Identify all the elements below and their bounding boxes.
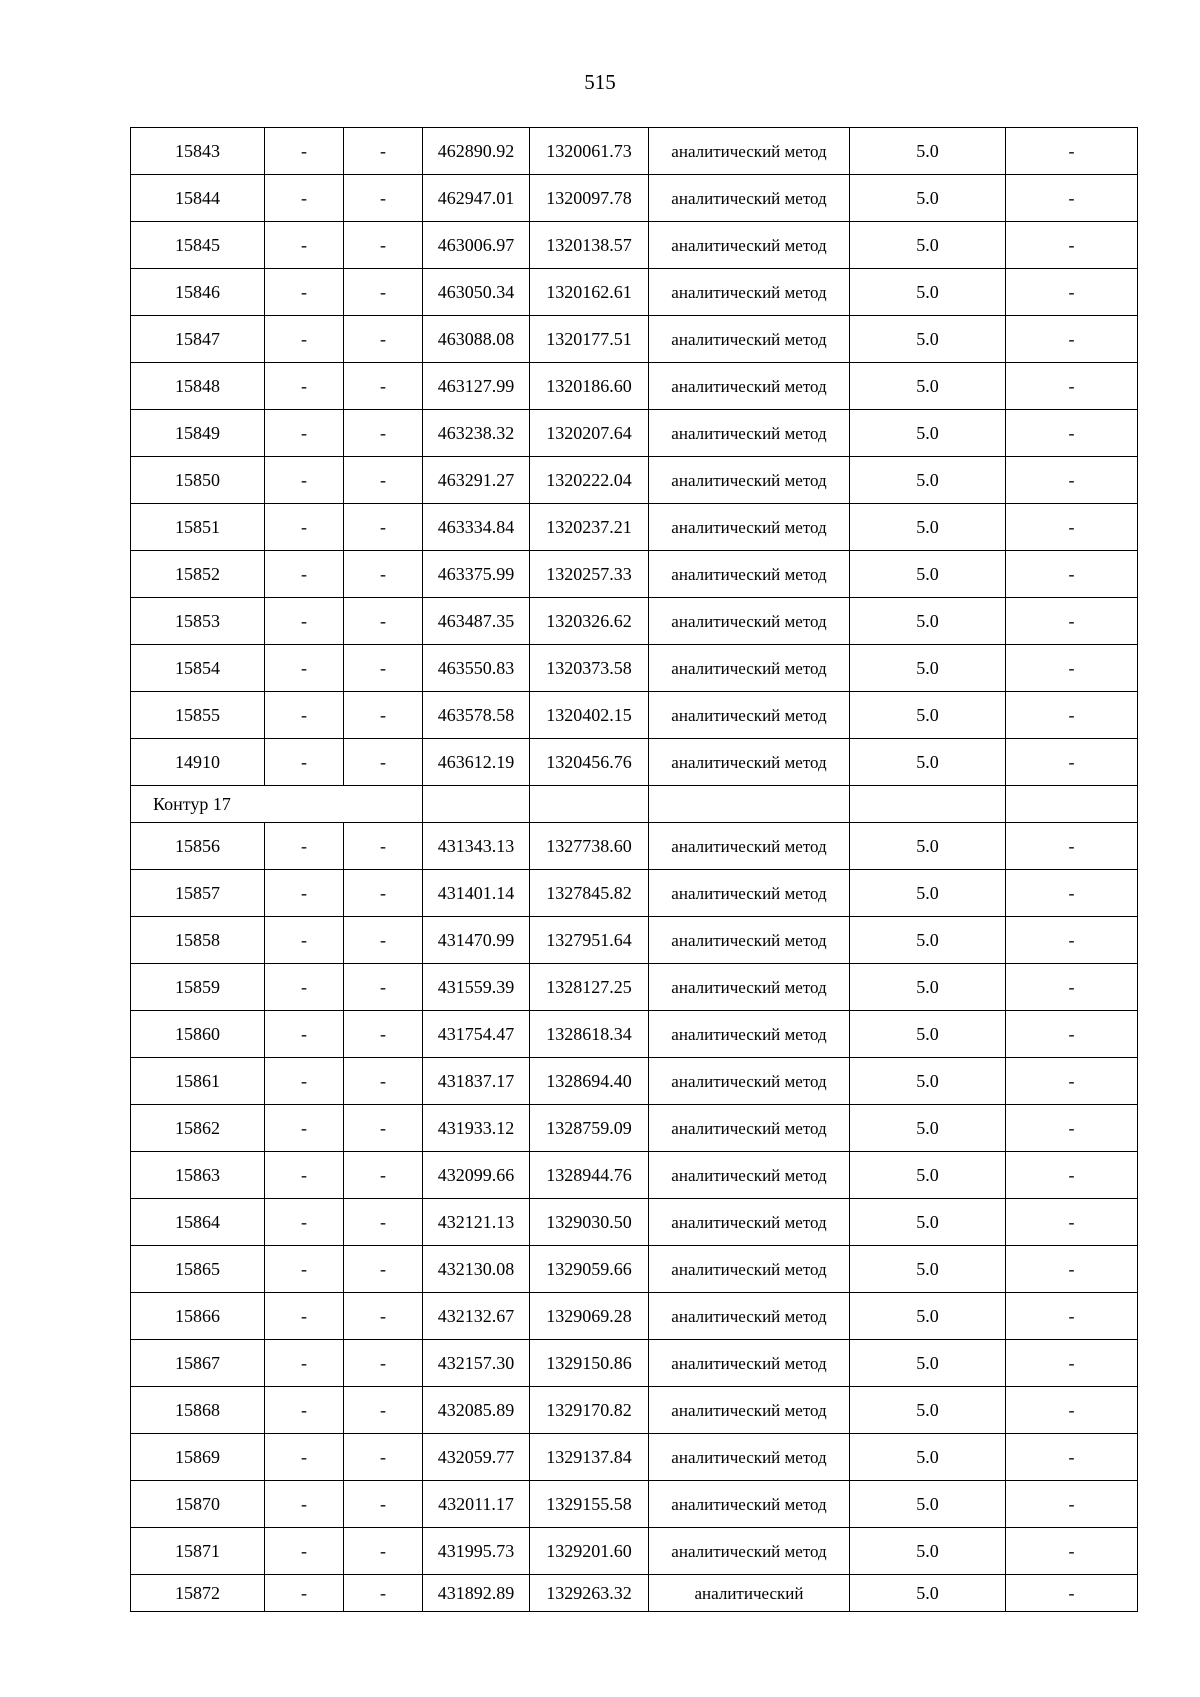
table-row — [131, 598, 1138, 645]
page-number: 515 — [584, 70, 616, 94]
table-row — [131, 551, 1138, 598]
x-coordinate-cell: 431470.99 — [423, 917, 530, 964]
accuracy-cell: 5.0 — [850, 1387, 1006, 1434]
table-row — [131, 1246, 1138, 1293]
method-cell: аналитический метод — [649, 1011, 850, 1058]
accuracy-cell: 5.0 — [850, 410, 1006, 457]
note-cell: - — [1006, 1340, 1138, 1387]
method-cell: аналитический метод — [649, 504, 850, 551]
method-cell: аналитический метод — [649, 598, 850, 645]
note-cell: - — [1006, 1199, 1138, 1246]
note-cell: - — [1006, 739, 1138, 786]
table-row — [131, 964, 1138, 1011]
point-number-cell: 15859 — [131, 964, 265, 1011]
empty-value-cell: - — [265, 504, 344, 551]
y-coordinate-cell: 1328127.25 — [530, 964, 649, 1011]
x-coordinate-cell: 431892.89 — [423, 1575, 530, 1612]
coordinates-table — [130, 127, 1138, 1612]
empty-value-cell: - — [344, 692, 423, 739]
y-coordinate-cell: 1327738.60 — [530, 823, 649, 870]
method-cell: аналитический метод — [649, 1152, 850, 1199]
method-cell: аналитический метод — [649, 1246, 850, 1293]
x-coordinate-cell: 432099.66 — [423, 1152, 530, 1199]
point-number-cell: 15862 — [131, 1105, 265, 1152]
empty-value-cell: - — [265, 222, 344, 269]
x-coordinate-cell: 431933.12 — [423, 1105, 530, 1152]
point-number-cell: 15851 — [131, 504, 265, 551]
x-coordinate-cell: 431754.47 — [423, 1011, 530, 1058]
method-cell: аналитический метод — [649, 222, 850, 269]
empty-value-cell: - — [265, 1058, 344, 1105]
accuracy-cell: 5.0 — [850, 1011, 1006, 1058]
table-row — [131, 1481, 1138, 1528]
y-coordinate-cell: 1329263.32 — [530, 1575, 649, 1612]
note-cell: - — [1006, 1293, 1138, 1340]
table-row — [131, 1340, 1138, 1387]
note-cell: - — [1006, 128, 1138, 175]
blank-cell — [850, 786, 1006, 823]
x-coordinate-cell: 432085.89 — [423, 1387, 530, 1434]
table-row — [131, 410, 1138, 457]
x-coordinate-cell: 463550.83 — [423, 645, 530, 692]
empty-value-cell: - — [344, 1058, 423, 1105]
y-coordinate-cell: 1320061.73 — [530, 128, 649, 175]
x-coordinate-cell: 431559.39 — [423, 964, 530, 1011]
blank-cell — [649, 786, 850, 823]
note-cell: - — [1006, 598, 1138, 645]
empty-value-cell: - — [265, 457, 344, 504]
note-cell: - — [1006, 1058, 1138, 1105]
empty-value-cell: - — [344, 363, 423, 410]
point-number-cell: 15844 — [131, 175, 265, 222]
point-number-cell: 15870 — [131, 1481, 265, 1528]
note-cell: - — [1006, 645, 1138, 692]
y-coordinate-cell: 1329170.82 — [530, 1387, 649, 1434]
table-row — [131, 1293, 1138, 1340]
accuracy-cell: 5.0 — [850, 457, 1006, 504]
table-row — [131, 1011, 1138, 1058]
accuracy-cell: 5.0 — [850, 1246, 1006, 1293]
accuracy-cell: 5.0 — [850, 1152, 1006, 1199]
empty-value-cell: - — [265, 598, 344, 645]
empty-value-cell: - — [265, 1387, 344, 1434]
x-coordinate-cell: 463127.99 — [423, 363, 530, 410]
x-coordinate-cell: 432132.67 — [423, 1293, 530, 1340]
table-row — [131, 316, 1138, 363]
accuracy-cell: 5.0 — [850, 1058, 1006, 1105]
empty-value-cell: - — [265, 1105, 344, 1152]
point-number-cell: 14910 — [131, 739, 265, 786]
y-coordinate-cell: 1320222.04 — [530, 457, 649, 504]
empty-value-cell: - — [265, 917, 344, 964]
method-cell: аналитический метод — [649, 551, 850, 598]
empty-value-cell: - — [265, 739, 344, 786]
x-coordinate-cell: 432011.17 — [423, 1481, 530, 1528]
method-cell: аналитический метод — [649, 870, 850, 917]
x-coordinate-cell: 463088.08 — [423, 316, 530, 363]
contour-row — [131, 786, 1138, 823]
y-coordinate-cell: 1327951.64 — [530, 917, 649, 964]
note-cell: - — [1006, 316, 1138, 363]
y-coordinate-cell: 1329155.58 — [530, 1481, 649, 1528]
note-cell: - — [1006, 1387, 1138, 1434]
y-coordinate-cell: 1320097.78 — [530, 175, 649, 222]
table-row — [131, 1528, 1138, 1575]
point-number-cell: 15846 — [131, 269, 265, 316]
empty-value-cell: - — [265, 363, 344, 410]
x-coordinate-cell: 463334.84 — [423, 504, 530, 551]
point-number-cell: 15872 — [131, 1575, 265, 1612]
y-coordinate-cell: 1328944.76 — [530, 1152, 649, 1199]
point-number-cell: 15847 — [131, 316, 265, 363]
empty-value-cell: - — [344, 1528, 423, 1575]
blank-cell — [423, 786, 530, 823]
accuracy-cell: 5.0 — [850, 1105, 1006, 1152]
point-number-cell: 15853 — [131, 598, 265, 645]
empty-value-cell: - — [265, 692, 344, 739]
accuracy-cell: 5.0 — [850, 739, 1006, 786]
table-row — [131, 175, 1138, 222]
y-coordinate-cell: 1320456.76 — [530, 739, 649, 786]
table-row — [131, 1199, 1138, 1246]
empty-value-cell: - — [344, 870, 423, 917]
y-coordinate-cell: 1329030.50 — [530, 1199, 649, 1246]
table-row — [131, 222, 1138, 269]
note-cell: - — [1006, 917, 1138, 964]
empty-value-cell: - — [344, 222, 423, 269]
empty-value-cell: - — [344, 504, 423, 551]
table-row — [131, 1387, 1138, 1434]
empty-value-cell: - — [344, 598, 423, 645]
empty-value-cell: - — [344, 457, 423, 504]
note-cell: - — [1006, 1481, 1138, 1528]
y-coordinate-cell: 1328759.09 — [530, 1105, 649, 1152]
note-cell: - — [1006, 504, 1138, 551]
point-number-cell: 15857 — [131, 870, 265, 917]
empty-value-cell: - — [344, 1575, 423, 1612]
method-cell: аналитический метод — [649, 823, 850, 870]
empty-value-cell: - — [344, 739, 423, 786]
note-cell: - — [1006, 870, 1138, 917]
table-row — [131, 504, 1138, 551]
x-coordinate-cell: 431837.17 — [423, 1058, 530, 1105]
method-cell: аналитический метод — [649, 175, 850, 222]
empty-value-cell: - — [344, 964, 423, 1011]
y-coordinate-cell: 1329137.84 — [530, 1434, 649, 1481]
method-cell: аналитический метод — [649, 457, 850, 504]
note-cell: - — [1006, 363, 1138, 410]
empty-value-cell: - — [344, 551, 423, 598]
accuracy-cell: 5.0 — [850, 645, 1006, 692]
note-cell: - — [1006, 1246, 1138, 1293]
table-row — [131, 1058, 1138, 1105]
table-body — [131, 128, 1138, 1612]
table-row — [131, 1152, 1138, 1199]
method-cell: аналитический метод — [649, 1058, 850, 1105]
accuracy-cell: 5.0 — [850, 1481, 1006, 1528]
method-cell: аналитический метод — [649, 1528, 850, 1575]
y-coordinate-cell: 1328694.40 — [530, 1058, 649, 1105]
table-row — [131, 457, 1138, 504]
blank-cell — [1006, 786, 1138, 823]
method-cell: аналитический метод — [649, 917, 850, 964]
accuracy-cell: 5.0 — [850, 128, 1006, 175]
empty-value-cell: - — [344, 1011, 423, 1058]
y-coordinate-cell: 1320373.58 — [530, 645, 649, 692]
note-cell: - — [1006, 1434, 1138, 1481]
y-coordinate-cell: 1320326.62 — [530, 598, 649, 645]
accuracy-cell: 5.0 — [850, 870, 1006, 917]
point-number-cell: 15865 — [131, 1246, 265, 1293]
empty-value-cell: - — [344, 269, 423, 316]
point-number-cell: 15854 — [131, 645, 265, 692]
accuracy-cell: 5.0 — [850, 1293, 1006, 1340]
empty-value-cell: - — [344, 1105, 423, 1152]
method-cell: аналитический метод — [649, 645, 850, 692]
method-cell: аналитический метод — [649, 1387, 850, 1434]
point-number-cell: 15855 — [131, 692, 265, 739]
accuracy-cell: 5.0 — [850, 1199, 1006, 1246]
note-cell: - — [1006, 1152, 1138, 1199]
y-coordinate-cell: 1320207.64 — [530, 410, 649, 457]
y-coordinate-cell: 1329150.86 — [530, 1340, 649, 1387]
method-cell: аналитический метод — [649, 410, 850, 457]
y-coordinate-cell: 1320186.60 — [530, 363, 649, 410]
table-row — [131, 1575, 1138, 1612]
note-cell: - — [1006, 410, 1138, 457]
x-coordinate-cell: 463375.99 — [423, 551, 530, 598]
table-row — [131, 823, 1138, 870]
point-number-cell: 15852 — [131, 551, 265, 598]
note-cell: - — [1006, 457, 1138, 504]
x-coordinate-cell: 432059.77 — [423, 1434, 530, 1481]
table-row — [131, 1434, 1138, 1481]
table-row — [131, 269, 1138, 316]
x-coordinate-cell: 431401.14 — [423, 870, 530, 917]
empty-value-cell: - — [265, 1340, 344, 1387]
empty-value-cell: - — [344, 1481, 423, 1528]
empty-value-cell: - — [344, 1340, 423, 1387]
empty-value-cell: - — [265, 1528, 344, 1575]
table-row — [131, 917, 1138, 964]
empty-value-cell: - — [265, 1575, 344, 1612]
point-number-cell: 15871 — [131, 1528, 265, 1575]
accuracy-cell: 5.0 — [850, 823, 1006, 870]
empty-value-cell: - — [344, 1152, 423, 1199]
x-coordinate-cell: 463578.58 — [423, 692, 530, 739]
x-coordinate-cell: 463487.35 — [423, 598, 530, 645]
accuracy-cell: 5.0 — [850, 964, 1006, 1011]
method-cell: аналитический метод — [649, 1199, 850, 1246]
note-cell: - — [1006, 551, 1138, 598]
y-coordinate-cell: 1329069.28 — [530, 1293, 649, 1340]
accuracy-cell: 5.0 — [850, 1528, 1006, 1575]
y-coordinate-cell: 1328618.34 — [530, 1011, 649, 1058]
empty-value-cell: - — [265, 316, 344, 363]
point-number-cell: 15848 — [131, 363, 265, 410]
point-number-cell: 15850 — [131, 457, 265, 504]
note-cell: - — [1006, 175, 1138, 222]
empty-value-cell: - — [265, 1481, 344, 1528]
contour-label: Контур 17 — [131, 786, 423, 823]
method-cell: аналитический — [649, 1575, 850, 1612]
empty-value-cell: - — [265, 269, 344, 316]
empty-value-cell: - — [265, 1199, 344, 1246]
empty-value-cell: - — [265, 1293, 344, 1340]
note-cell: - — [1006, 1528, 1138, 1575]
method-cell: аналитический метод — [649, 1340, 850, 1387]
table-row — [131, 870, 1138, 917]
accuracy-cell: 5.0 — [850, 692, 1006, 739]
x-coordinate-cell: 463291.27 — [423, 457, 530, 504]
x-coordinate-cell: 431995.73 — [423, 1528, 530, 1575]
method-cell: аналитический метод — [649, 692, 850, 739]
method-cell: аналитический метод — [649, 1434, 850, 1481]
point-number-cell: 15856 — [131, 823, 265, 870]
y-coordinate-cell: 1320257.33 — [530, 551, 649, 598]
empty-value-cell: - — [265, 823, 344, 870]
point-number-cell: 15845 — [131, 222, 265, 269]
accuracy-cell: 5.0 — [850, 504, 1006, 551]
accuracy-cell: 5.0 — [850, 1575, 1006, 1612]
accuracy-cell: 5.0 — [850, 269, 1006, 316]
y-coordinate-cell: 1320162.61 — [530, 269, 649, 316]
empty-value-cell: - — [344, 128, 423, 175]
empty-value-cell: - — [344, 175, 423, 222]
empty-value-cell: - — [344, 316, 423, 363]
empty-value-cell: - — [344, 645, 423, 692]
accuracy-cell: 5.0 — [850, 917, 1006, 964]
note-cell: - — [1006, 823, 1138, 870]
y-coordinate-cell: 1329059.66 — [530, 1246, 649, 1293]
empty-value-cell: - — [265, 1246, 344, 1293]
table-row — [131, 1105, 1138, 1152]
table-row — [131, 692, 1138, 739]
accuracy-cell: 5.0 — [850, 598, 1006, 645]
accuracy-cell: 5.0 — [850, 363, 1006, 410]
y-coordinate-cell: 1320138.57 — [530, 222, 649, 269]
empty-value-cell: - — [344, 1434, 423, 1481]
accuracy-cell: 5.0 — [850, 222, 1006, 269]
y-coordinate-cell: 1320237.21 — [530, 504, 649, 551]
empty-value-cell: - — [344, 410, 423, 457]
note-cell: - — [1006, 1575, 1138, 1612]
empty-value-cell: - — [344, 917, 423, 964]
empty-value-cell: - — [265, 128, 344, 175]
note-cell: - — [1006, 1105, 1138, 1152]
empty-value-cell: - — [265, 964, 344, 1011]
note-cell: - — [1006, 269, 1138, 316]
table-row — [131, 645, 1138, 692]
x-coordinate-cell: 462890.92 — [423, 128, 530, 175]
method-cell: аналитический метод — [649, 739, 850, 786]
x-coordinate-cell: 432121.13 — [423, 1199, 530, 1246]
empty-value-cell: - — [265, 1434, 344, 1481]
empty-value-cell: - — [265, 175, 344, 222]
x-coordinate-cell: 432130.08 — [423, 1246, 530, 1293]
method-cell: аналитический метод — [649, 1105, 850, 1152]
y-coordinate-cell: 1327845.82 — [530, 870, 649, 917]
accuracy-cell: 5.0 — [850, 175, 1006, 222]
point-number-cell: 15861 — [131, 1058, 265, 1105]
method-cell: аналитический метод — [649, 128, 850, 175]
method-cell: аналитический метод — [649, 269, 850, 316]
empty-value-cell: - — [265, 1152, 344, 1199]
note-cell: - — [1006, 964, 1138, 1011]
accuracy-cell: 5.0 — [850, 1434, 1006, 1481]
empty-value-cell: - — [265, 1011, 344, 1058]
y-coordinate-cell: 1320177.51 — [530, 316, 649, 363]
point-number-cell: 15864 — [131, 1199, 265, 1246]
empty-value-cell: - — [344, 823, 423, 870]
x-coordinate-cell: 432157.30 — [423, 1340, 530, 1387]
y-coordinate-cell: 1320402.15 — [530, 692, 649, 739]
point-number-cell: 15868 — [131, 1387, 265, 1434]
blank-cell — [530, 786, 649, 823]
empty-value-cell: - — [344, 1199, 423, 1246]
empty-value-cell: - — [265, 551, 344, 598]
point-number-cell: 15858 — [131, 917, 265, 964]
method-cell: аналитический метод — [649, 363, 850, 410]
empty-value-cell: - — [344, 1293, 423, 1340]
accuracy-cell: 5.0 — [850, 1340, 1006, 1387]
point-number-cell: 15869 — [131, 1434, 265, 1481]
note-cell: - — [1006, 222, 1138, 269]
x-coordinate-cell: 463050.34 — [423, 269, 530, 316]
point-number-cell: 15849 — [131, 410, 265, 457]
empty-value-cell: - — [265, 870, 344, 917]
x-coordinate-cell: 463006.97 — [423, 222, 530, 269]
empty-value-cell: - — [344, 1246, 423, 1293]
point-number-cell: 15843 — [131, 128, 265, 175]
point-number-cell: 15863 — [131, 1152, 265, 1199]
empty-value-cell: - — [265, 410, 344, 457]
table-row — [131, 363, 1138, 410]
x-coordinate-cell: 462947.01 — [423, 175, 530, 222]
x-coordinate-cell: 463612.19 — [423, 739, 530, 786]
point-number-cell: 15860 — [131, 1011, 265, 1058]
point-number-cell: 15866 — [131, 1293, 265, 1340]
x-coordinate-cell: 431343.13 — [423, 823, 530, 870]
y-coordinate-cell: 1329201.60 — [530, 1528, 649, 1575]
point-number-cell: 15867 — [131, 1340, 265, 1387]
note-cell: - — [1006, 1011, 1138, 1058]
table-row — [131, 128, 1138, 175]
method-cell: аналитический метод — [649, 316, 850, 363]
method-cell: аналитический метод — [649, 1293, 850, 1340]
x-coordinate-cell: 463238.32 — [423, 410, 530, 457]
method-cell: аналитический метод — [649, 964, 850, 1011]
empty-value-cell: - — [265, 645, 344, 692]
table-row — [131, 739, 1138, 786]
empty-value-cell: - — [344, 1387, 423, 1434]
method-cell: аналитический метод — [649, 1481, 850, 1528]
accuracy-cell: 5.0 — [850, 551, 1006, 598]
note-cell: - — [1006, 692, 1138, 739]
accuracy-cell: 5.0 — [850, 316, 1006, 363]
